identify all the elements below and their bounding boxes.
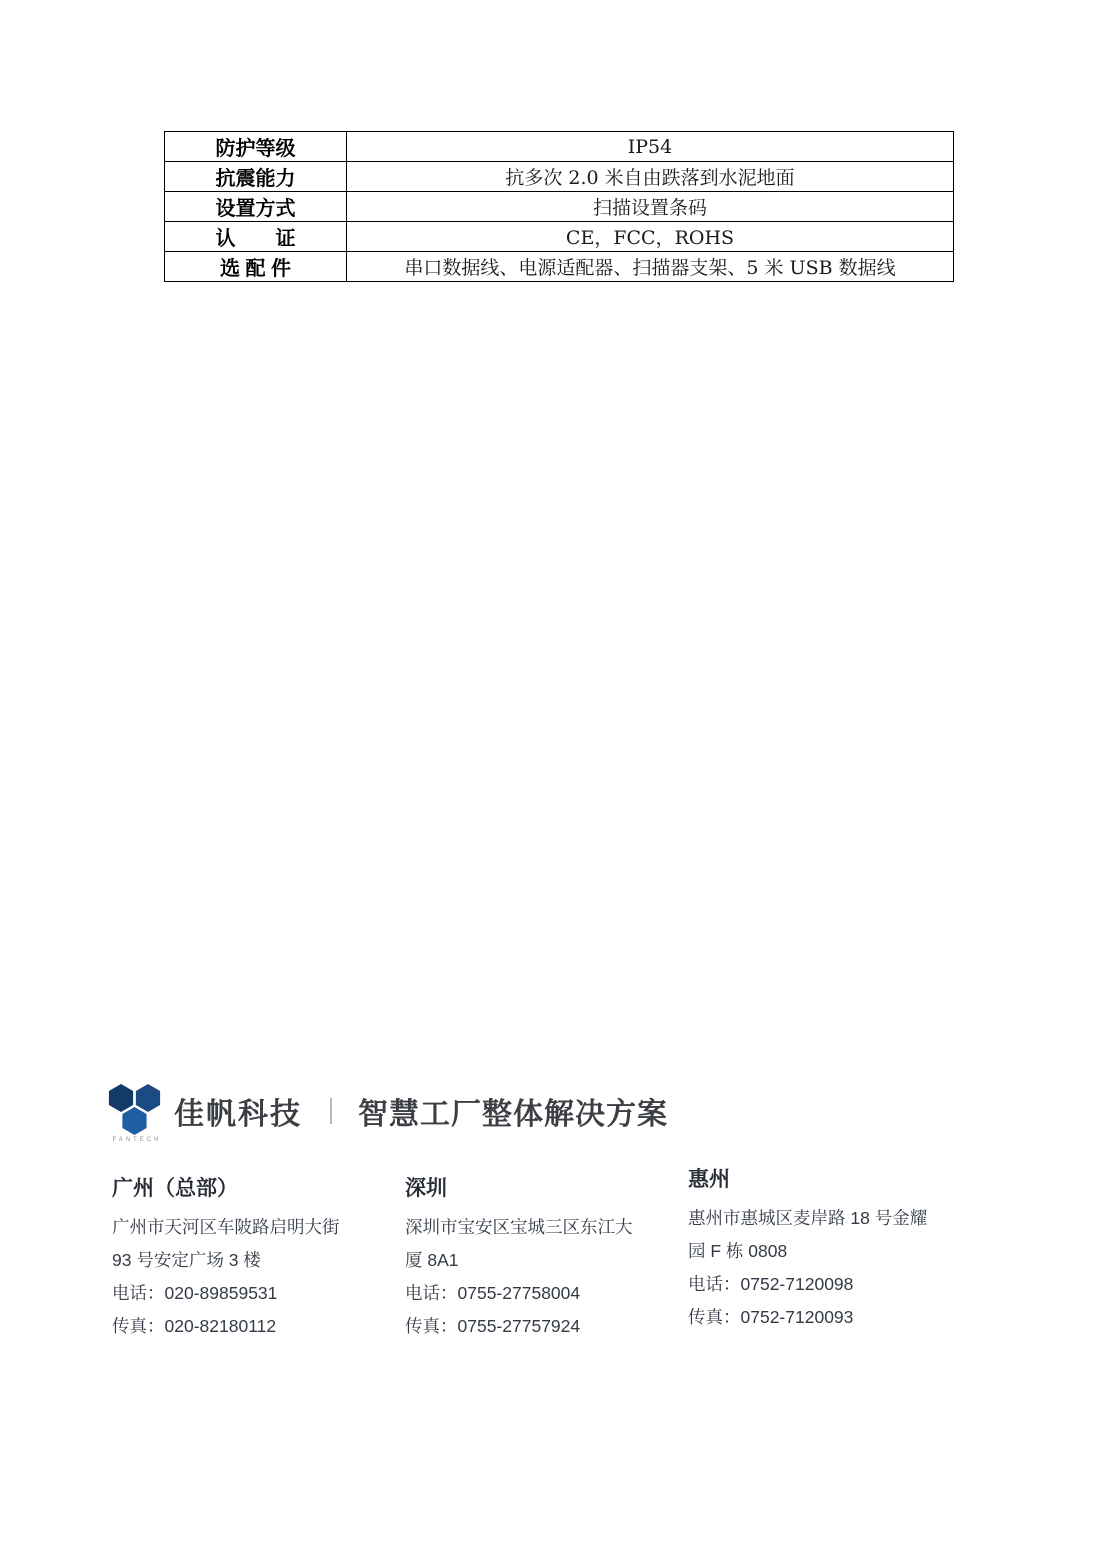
- table-row: [165, 252, 954, 282]
- office-address-line2: 厦 8A1: [405, 1250, 459, 1270]
- spec-label: 防护等级: [165, 132, 347, 162]
- logo-text: [174, 1089, 668, 1133]
- office-fax: 传真：0755-27757924: [405, 1316, 581, 1336]
- logo-separator: ｜: [318, 1097, 345, 1127]
- spec-label: 抗震能力: [165, 162, 347, 192]
- company-tagline: 智慧工厂整体解决方案: [358, 1097, 669, 1131]
- office-huizhou: [688, 1163, 978, 1334]
- company-name: 佳帆科技: [174, 1097, 302, 1131]
- spec-label: 选 配 件: [165, 252, 347, 282]
- table-row: [165, 192, 954, 222]
- table-row: [165, 132, 954, 162]
- office-phone: 电话：020-89859531: [112, 1283, 278, 1303]
- spec-table: [164, 131, 954, 282]
- office-address-line1: 惠州市惠城区麦岸路 18 号金耀: [688, 1208, 928, 1228]
- office-address-line1: 广州市天河区车陂路启明大街: [112, 1217, 340, 1237]
- spec-value: IP54: [347, 132, 954, 162]
- spec-value: 扫描设置条码: [347, 192, 954, 222]
- office-address-line1: 深圳市宝安区宝城三区东江大: [405, 1217, 633, 1237]
- office-fax: 传真：0752-7120093: [688, 1307, 854, 1327]
- office-phone: 电话：0755-27758004: [405, 1283, 581, 1303]
- spec-value: 串口数据线、电源适配器、扫描器支架、5 米 USB 数据线: [347, 252, 954, 282]
- office-city: 深圳: [405, 1177, 447, 1200]
- spec-label: 设置方式: [165, 192, 347, 222]
- hexagon-logo-icon: [106, 1082, 168, 1143]
- office-address-line2: 园 F 栋 0808: [688, 1241, 788, 1261]
- table-row: [165, 162, 954, 192]
- office-fax: 传真：020-82180112: [112, 1316, 277, 1336]
- spec-label: 认 证: [165, 222, 347, 252]
- company-logo: [106, 1082, 668, 1143]
- office-address-line2: 93 号安定广场 3 楼: [112, 1250, 261, 1270]
- office-shenzhen: [405, 1172, 695, 1343]
- spec-value: CE，FCC，ROHS: [347, 222, 954, 252]
- office-guangzhou: [112, 1172, 402, 1343]
- spec-value: 抗多次 2.0 米自由跌落到水泥地面: [347, 162, 954, 192]
- office-phone: 电话：0752-7120098: [688, 1274, 854, 1294]
- logo-wordmark-small: FANTECH: [112, 1137, 162, 1143]
- office-city: 惠州: [688, 1168, 730, 1191]
- office-city: 广州（总部）: [112, 1177, 238, 1200]
- table-row: [165, 222, 954, 252]
